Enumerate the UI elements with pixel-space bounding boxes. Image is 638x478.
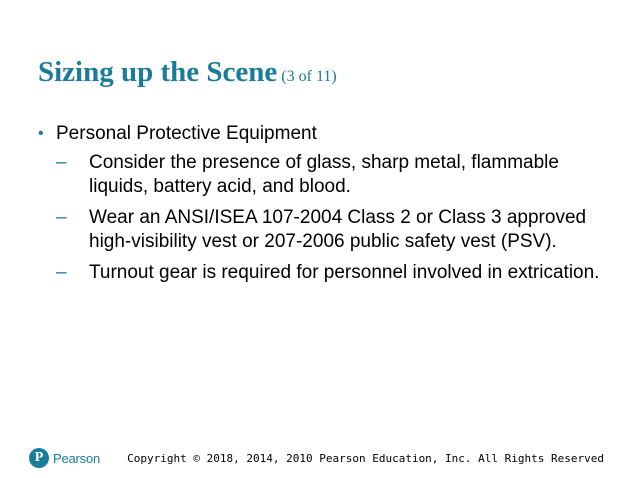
sub-bullet-marker: – bbox=[56, 262, 67, 283]
slide-title bbox=[38, 54, 337, 95]
sub-bullet-list bbox=[38, 151, 618, 285]
sub-bullet-item bbox=[38, 261, 618, 285]
sub-bullet-marker: – bbox=[56, 152, 67, 173]
sub-bullet-text: Wear an ANSI/ISEA 107-2004 Class 2 or Class 3 approved high-visibility vest or 207-2006 public safety vest (PSV). bbox=[89, 207, 587, 252]
pearson-logo-text: Pearson bbox=[53, 450, 101, 466]
slide-title-suffix: (3 of 11) bbox=[281, 68, 337, 85]
sub-bullet-text: Consider the presence of glass, sharp metal, flammable liquids, battery acid, and blood. bbox=[89, 152, 559, 197]
pearson-logo-icon: P bbox=[29, 448, 49, 468]
sub-bullet-text: Turnout gear is required for personnel involved in extrication. bbox=[89, 262, 600, 283]
pearson-logo bbox=[29, 446, 100, 470]
copyright-notice: Copyright © 2018, 2014, 2010 Pearson Education, Inc. All Rights Reserved bbox=[127, 452, 604, 465]
bullet-text: Personal Protective Equipment bbox=[56, 123, 317, 144]
bullet-item bbox=[38, 122, 618, 145]
sub-bullet-marker: – bbox=[56, 207, 67, 228]
bullet-marker: • bbox=[38, 125, 44, 142]
slide-content bbox=[38, 122, 618, 292]
sub-bullet-item bbox=[38, 206, 618, 254]
slide-title-text: Sizing up the Scene bbox=[38, 56, 278, 88]
sub-bullet-item bbox=[38, 151, 618, 199]
